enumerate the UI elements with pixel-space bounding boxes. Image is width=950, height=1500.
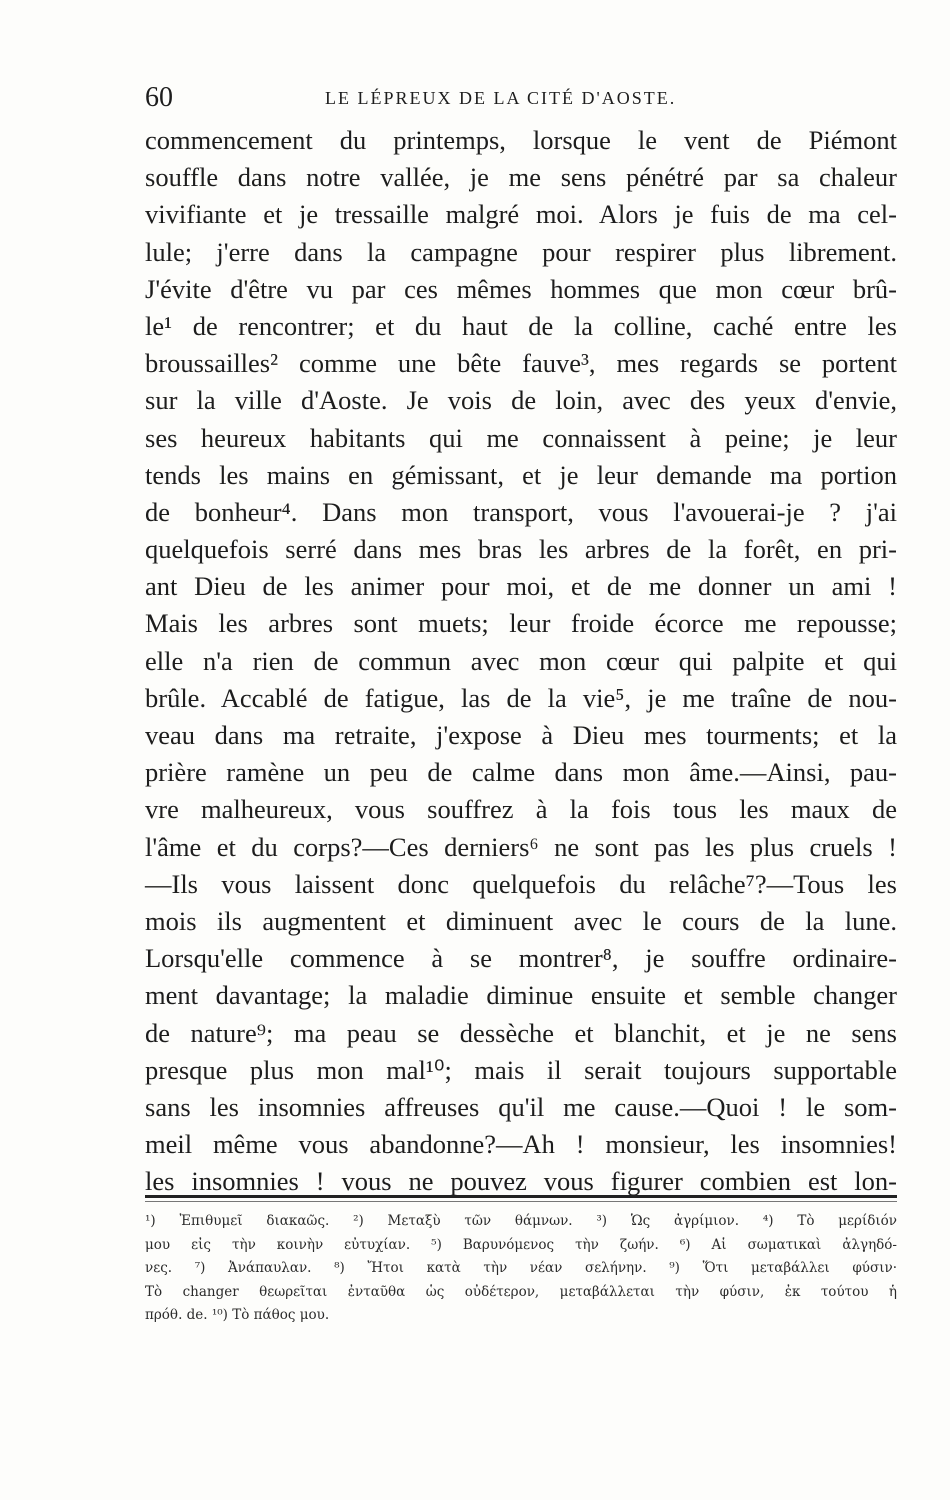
text-line: lule; j'erre dans la campagne pour respirer plus librement. xyxy=(145,236,897,267)
footnote-line: μου εἰς τὴν κοινὴν εὐτυχίαν. ⁵) Βαρυνόμενος τὴν ζωήν. ⁶) Αἱ σωματικαὶ ἀλγηδό- xyxy=(145,1236,897,1253)
text-line: quelquefois serré dans mes bras les arbres de la forêt, en pri- xyxy=(145,534,897,565)
text-line: le¹ de rencontrer; et du haut de la colline, caché entre les xyxy=(145,310,897,341)
text-line: tends les mains en gémissant, et je leur demande ma portion xyxy=(145,459,897,490)
page-number: 60 xyxy=(145,82,173,113)
text-line: ment davantage; la maladie diminue ensuite et semble changer xyxy=(145,980,897,1011)
footnote-rule-thin xyxy=(145,1201,897,1202)
text-line: Mais les arbres sont muets; leur froide écorce me repousse; xyxy=(145,608,897,639)
text-line: J'évite d'être vu par ces mêmes hommes que mon cœur brû- xyxy=(145,273,897,304)
footnote-line: νες. ⁷) Ἀνάπαυλαν. ⁸) Ἤτοι κατὰ τὴν νέαν σελήνην. ⁹) Ὅτι μεταβάλλει φύσιν· xyxy=(145,1260,897,1277)
text-line: vivifiante et je tressaille malgré moi. Alors je fuis de ma cel- xyxy=(145,199,897,230)
main-text xyxy=(145,122,897,1200)
text-line: elle n'a rien de commun avec mon cœur qui palpite et qui xyxy=(145,645,897,676)
footnotes xyxy=(145,1210,897,1328)
text-line: commencement du printemps, lorsque le vent de Piémont xyxy=(145,125,897,155)
running-title: LE LÉPREUX DE LA CITÉ D'AOSTE. xyxy=(325,88,677,108)
text-line: de nature⁹; ma peau se dessèche et blanchit, et je ne sens xyxy=(145,1017,897,1048)
text-line: ses heureux habitants qui me connaissent à peine; je leur xyxy=(145,422,897,453)
text-line: veau dans ma retraite, j'expose à Dieu mes tourments; et la xyxy=(145,720,897,750)
text-line: ant Dieu de les animer pour moi, et de me donner un ami ! xyxy=(145,571,897,602)
text-line: les insomnies ! vous ne pouvez vous figurer combien est lon- xyxy=(145,1166,897,1197)
text-line: sans les insomnies affreuses qu'il me cause.—Quoi ! le som- xyxy=(145,1091,897,1122)
footnote-line: πρόθ. de. ¹⁰) Τὸ πάθος μου. xyxy=(145,1307,330,1324)
text-line: souffle dans notre vallée, je me sens pénétré par sa chaleur xyxy=(145,162,897,193)
footnote-line: ¹) Ἐπιθυμεῖ διακαῶς. ²) Μεταξὺ τῶν θάμνων. ³) Ὡς ἀγρίμιον. ⁴) Τὸ μερίδιόν xyxy=(145,1213,897,1229)
text-line: broussailles² comme une bête fauve³, mes regards se portent xyxy=(145,348,897,379)
text-line: de bonheur⁴. Dans mon transport, vous l'avouerai-je ? j'ai xyxy=(145,496,897,527)
text-line: l'âme et du corps?—Ces derniers⁶ ne sont pas les plus cruels ! xyxy=(145,831,897,862)
text-line: —Ils vous laissent donc quelquefois du relâche⁷?—Tous les xyxy=(145,868,897,899)
text-line: Lorsqu'elle commence à se montrer⁸, je souffre ordinaire- xyxy=(145,943,897,974)
page-header xyxy=(145,82,895,122)
text-line: vre malheureux, vous souffrez à la fois tous les maux de xyxy=(145,794,897,825)
text-line: presque plus mon mal¹⁰; mais il serait toujours supportable xyxy=(145,1054,897,1085)
text-line: meil même vous abandonne?—Ah ! monsieur, les insomnies! xyxy=(145,1129,897,1160)
text-line: brûle. Accablé de fatigue, las de la vie⁵, je me traîne de nou- xyxy=(145,682,897,713)
text-line: prière ramène un peu de calme dans mon âme.—Ainsi, pau- xyxy=(145,757,897,788)
footnote-rule xyxy=(145,1195,897,1198)
text-line: sur la ville d'Aoste. Je vois de loin, avec des yeux d'envie, xyxy=(145,385,897,416)
footnote-line: Τὸ changer θεωρεῖται ἐνταῦθα ὡς οὐδέτερον, μεταβάλλεται τὴν φύσιν, ἐκ τούτου ἡ xyxy=(145,1283,897,1300)
text-line: mois ils augmentent et diminuent avec le cours de la lune. xyxy=(145,905,897,936)
